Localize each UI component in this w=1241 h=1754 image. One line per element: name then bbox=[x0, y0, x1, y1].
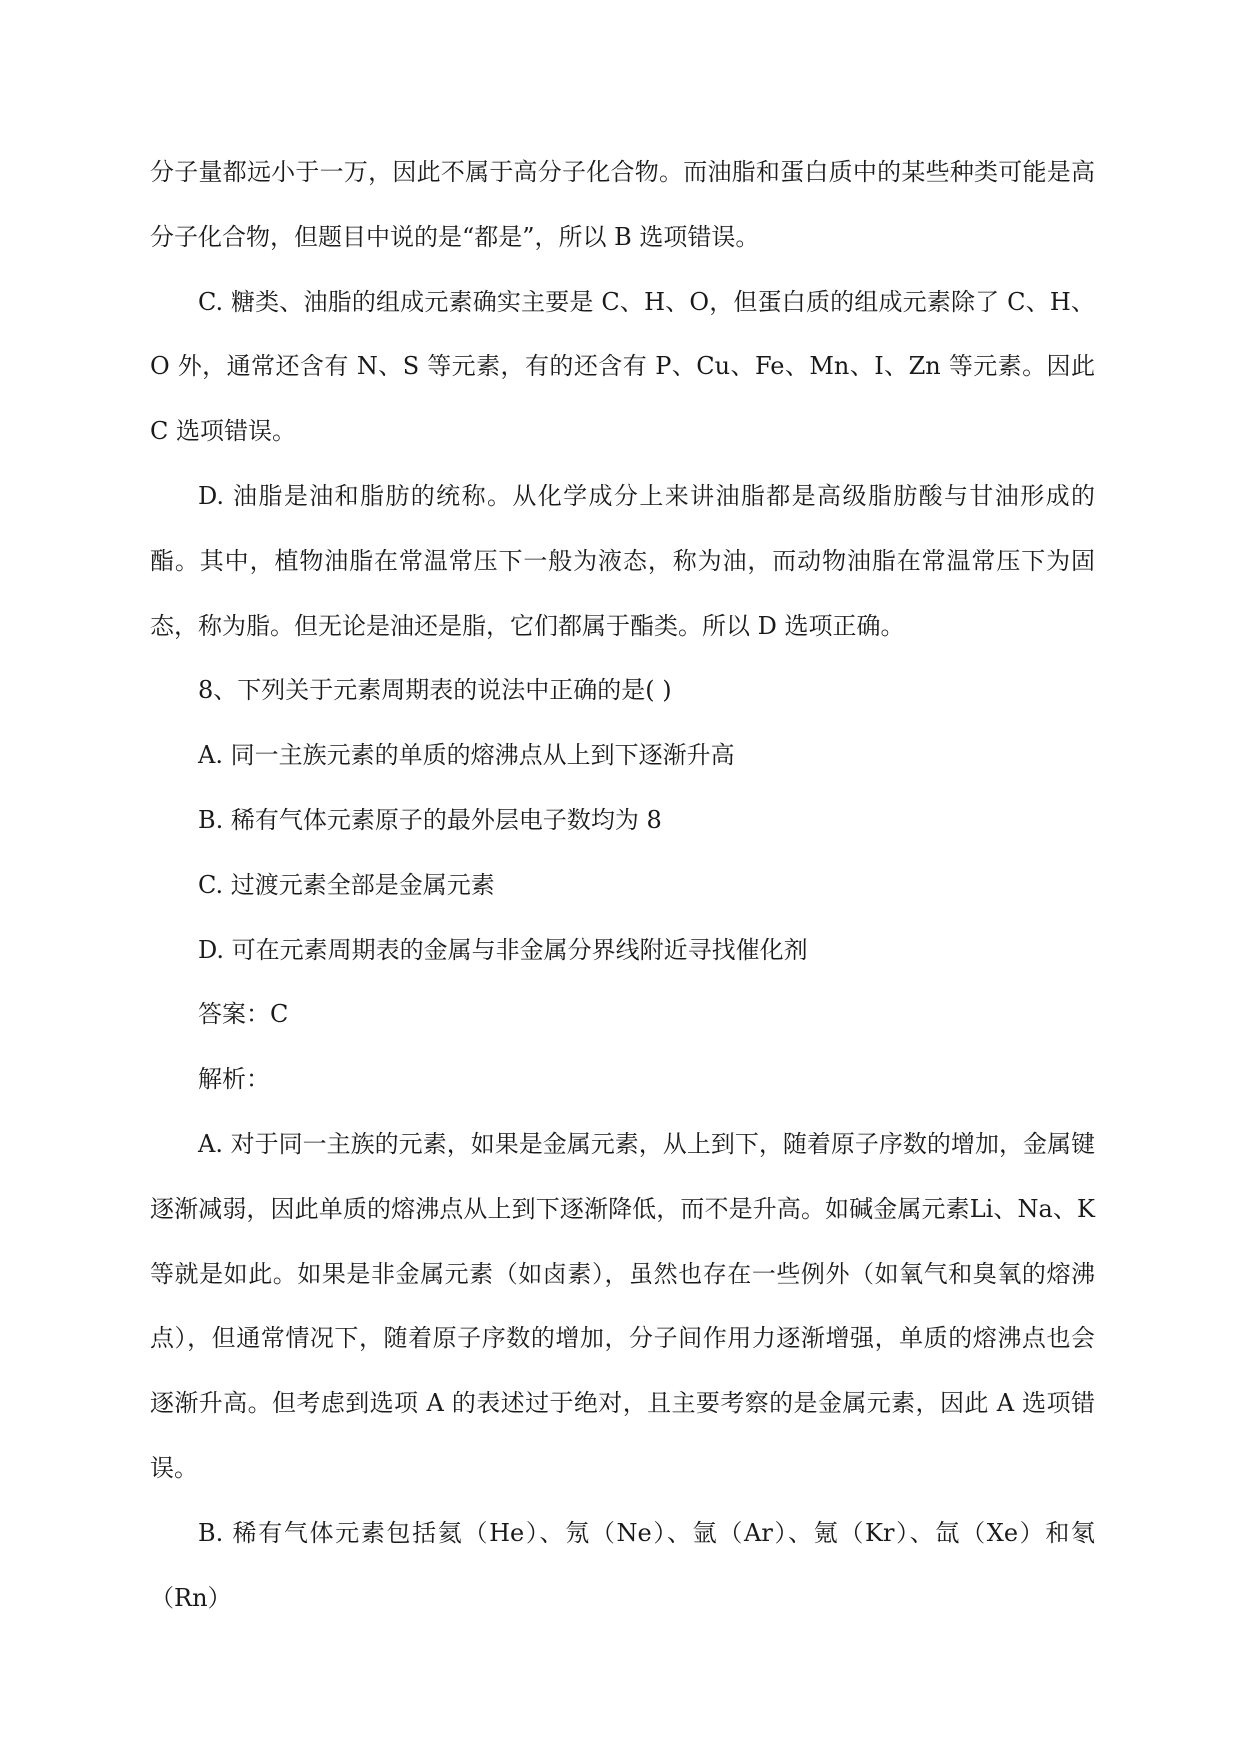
analysis-heading: 解析： bbox=[198, 1065, 270, 1094]
answer-line: 答案：C bbox=[198, 1000, 289, 1029]
paragraph-option-c-explanation: C. 糖类、油脂的组成元素确实主要是 C、H、O，但蛋白质的组成元素除了 C、H、O 外，通常还含有 N、S 等元素，有的还含有 P、Cu、Fe、Mn、I、Zn 等元素。因此 C 选项错误。 bbox=[150, 287, 1095, 446]
paragraph-continuation: 分子量都远小于一万，因此不属于高分子化合物。而油脂和蛋白质中的某些种类可能是高分子化合物，但题目中说的是“都是”，所以 B 选项错误。 bbox=[150, 158, 1095, 251]
question-8-option-c: C. 过渡元素全部是金属元素 bbox=[198, 870, 495, 899]
analysis-option-a: A. 对于同一主族的元素，如果是金属元素，从上到下，随着原子序数的增加，金属键逐渐减弱，因此单质的熔沸点从上到下逐渐降低，而不是升高。如碱金属元素Li、Na、K等就是如此。如果是非金属元素（如卤素），虽然也存在一些例外（如氧气和臭氧的熔沸点），但通常情况下，随着原子序数的增加，分子间作用力逐渐增强，单质的熔沸点也会逐渐升高。但考虑到选项 A 的表述过于绝对，且主要考察的是金属元素，因此 A 选项错误。 bbox=[150, 1129, 1095, 1482]
paragraph-option-d-explanation: D. 油脂是油和脂肪的统称。从化学成分上来讲油脂都是高级脂肪酸与甘油形成的酯。其中，植物油脂在常温常压下一般为液态，称为油，而动物油脂在常温常压下为固态，称为脂。但无论是油还是脂，它们都属于酯类。所以 D 选项正确。 bbox=[150, 481, 1095, 640]
document-body bbox=[150, 140, 1095, 1630]
question-8-stem: 8、下列关于元素周期表的说法中正确的是( ) bbox=[198, 676, 672, 705]
question-8-option-a: A. 同一主族元素的单质的熔沸点从上到下逐渐升高 bbox=[198, 741, 735, 770]
question-8-option-d: D. 可在元素周期表的金属与非金属分界线附近寻找催化剂 bbox=[198, 935, 808, 964]
question-8-option-b: B. 稀有气体元素原子的最外层电子数均为 8 bbox=[198, 805, 662, 834]
analysis-option-b: B. 稀有气体元素包括氦（He）、氖（Ne）、氩（Ar）、氪（Kr）、氙（Xe）和氡（Rn） bbox=[150, 1518, 1095, 1612]
